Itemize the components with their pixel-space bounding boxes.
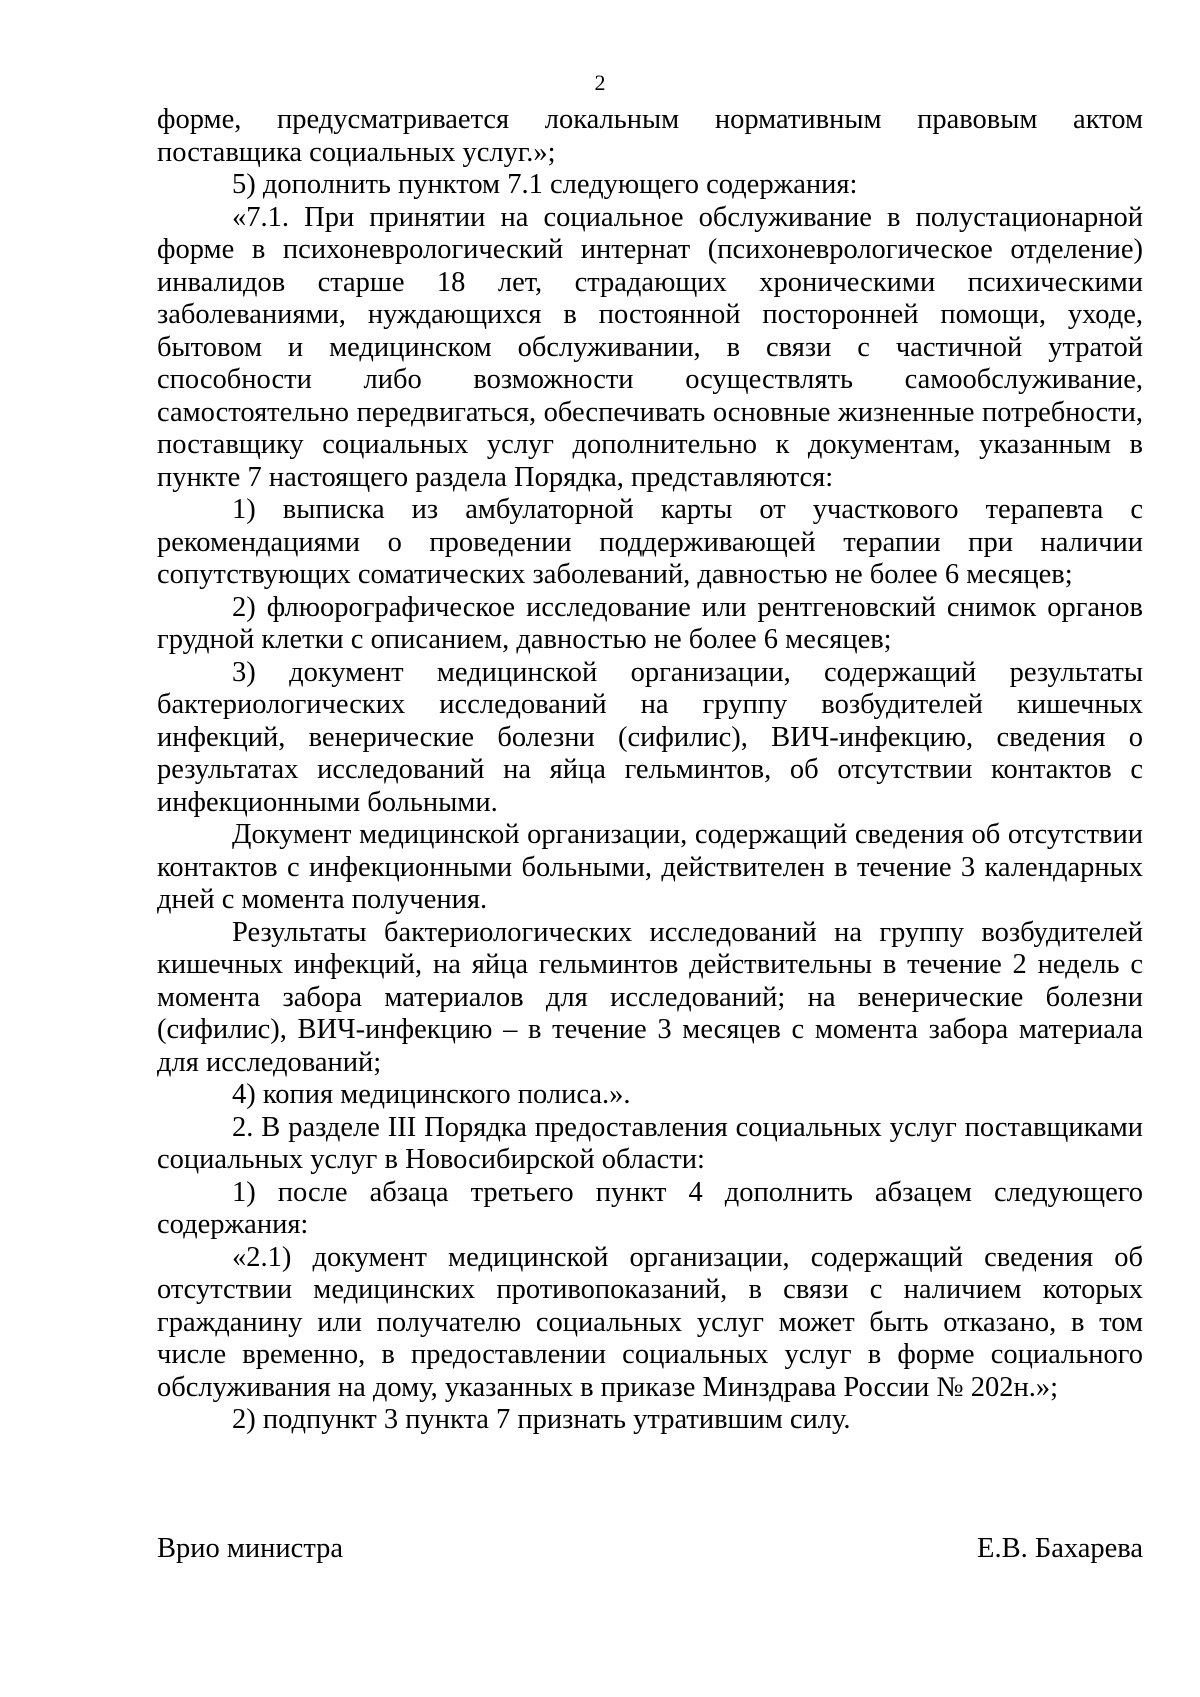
paragraph-item-2-1: «2.1) документ медицинской организации, содержащий сведения об отсутствии медицинских противопоказаний, в связи с наличием которых гражданину или получателю социальных услуг может быть отказано, в том числе временно, в предоставлении социальных услуг в форме социального обслуживания на дому, указанных в приказе Минздрава России № 202н.»; [157,1241,1143,1403]
paragraph-contacts-validity: Документ медицинской организации, содержащий сведения об отсутствии контактов с инфекционными больными, действителен в течение 3 календарных дней с момента получения. [157,819,1143,915]
signatory-name: Е.В. Бахарева [977,1533,1143,1564]
signature-block [157,1533,1143,1566]
paragraph-section-3-item-2: 2) подпункт 3 пункта 7 признать утратившим силу. [232,1404,851,1435]
page-number: 2 [594,70,606,95]
paragraph-subitem-2: 2) флюорографическое исследование или рентгеновский снимок органов грудной клетки с описанием, давностью не более 6 месяцев; [157,591,1143,655]
paragraph-section-3-item-1: 1) после абзаца третьего пункт 4 дополнить абзацем следующего содержания: [157,1176,1143,1240]
paragraph-7-1: «7.1. При принятии на социальное обслуживание в полустационарной форме в психоневрологический интернат (психоневрологическое отделение) инвалидов старше 18 лет, страдающих хроническими психическими заболеваниями, нуждающихся в постоянной посторонней помощи, уходе, бытовом и медицинском обслуживании, в связи с частичной утратой способности либо возможности осуществлять самообслуживание, самостоятельно передвигаться, обеспечивать основные жизненные потребности, поставщику социальных услуг дополнительно к документам, указанным в пункте 7 настоящего раздела Порядка, представляются: [157,201,1143,493]
paragraph-subitem-1: 1) выписка из амбулаторной карты от участкового терапевта с рекомендациями о проведении поддерживающей терапии при наличии сопутствующих соматических заболеваний, давностью не более 6 месяцев; [157,494,1143,590]
paragraph-results-validity: Результаты бактериологических исследований на группу возбудителей кишечных инфекций, на яйца гельминтов действительны в течение 2 недель с момента забора материалов для исследований; на венерические болезни (сифилис), ВИЧ-инфекцию – в течение 3 месяцев с момента забора материала для исследований; [157,916,1143,1078]
paragraph-subitem-3: 3) документ медицинской организации, содержащий результаты бактериологических исследований на группу возбудителей кишечных инфекций, венерические болезни (сифилис), ВИЧ-инфекцию, сведения о результатах исследований на яйца гельминтов, об отсутствии контактов с инфекционными больными. [157,656,1143,818]
paragraph-subitem-4: 4) копия медицинского полиса.». [232,1079,631,1110]
paragraph-item-5: 5) дополнить пунктом 7.1 следующего содержания: [232,169,858,200]
paragraph-section-3: 2. В разделе III Порядка предоставления социальных услуг поставщиками социальных услуг в Новосибирской области: [157,1111,1143,1175]
signatory-position: Врио министра [157,1533,344,1564]
paragraph-continuation: форме, предусматривается локальным нормативным правовым актом поставщика социальных услуг.»; [157,104,1143,168]
document-body [157,104,1143,1437]
